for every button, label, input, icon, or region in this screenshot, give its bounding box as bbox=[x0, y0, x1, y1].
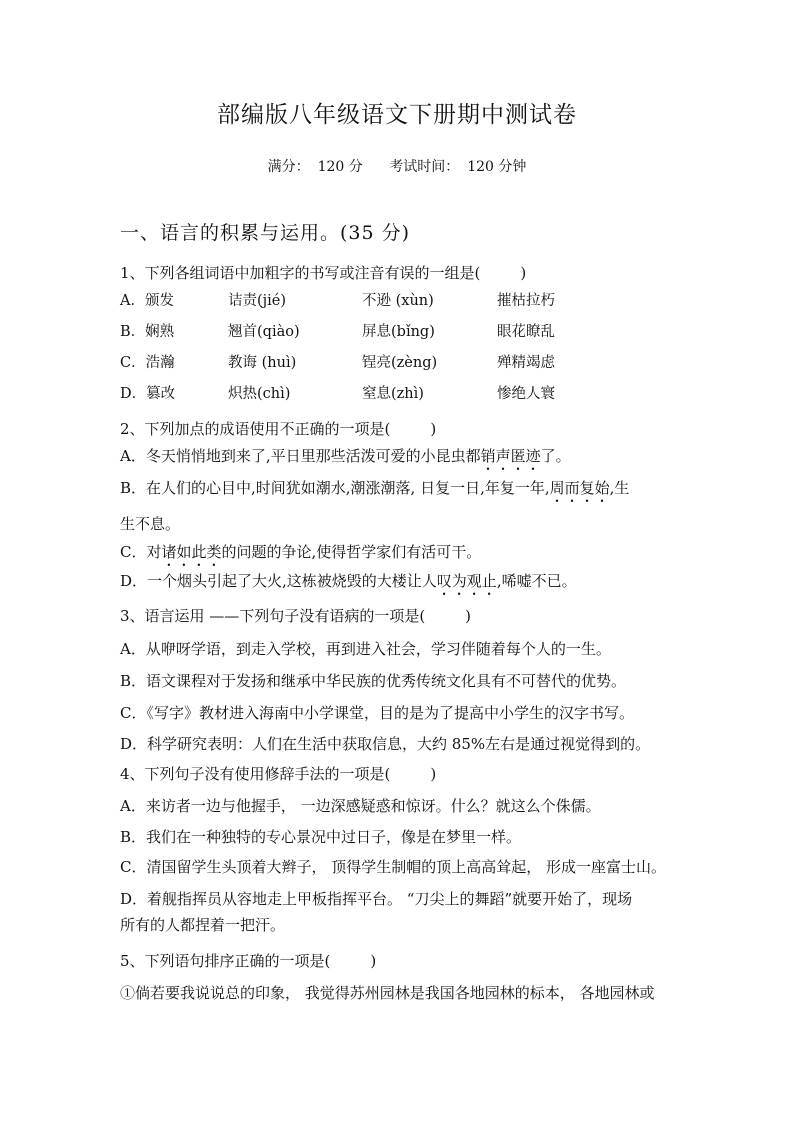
q1-row-b-word2: 翘首(qiào) bbox=[228, 324, 300, 340]
q1-row-c-word3: 锃亮(zèng) bbox=[362, 355, 438, 371]
q2-d-idiom: 叹为观止 bbox=[436, 572, 497, 590]
score-value: 120 分 bbox=[317, 159, 363, 175]
q4-option-c: C．清国留学生头顶着大辫子， 顶得学生制帽的顶上高高耸起， 形成一座富士山。 bbox=[120, 858, 667, 876]
question-1-stem: 1、下列各组词语中加粗字的书写或注音有误的一组是( ) bbox=[120, 264, 527, 282]
exam-meta bbox=[0, 156, 794, 176]
q2-option-b-continued: 生不息。 bbox=[120, 515, 181, 533]
q1-row-a-word4: 摧枯拉朽 bbox=[497, 293, 555, 309]
q1-row-a-word1: A．颁发 bbox=[120, 293, 174, 309]
q1-row-b-word1: B．娴熟 bbox=[120, 324, 175, 340]
q1-row-a-word3: 不逊 (xùn) bbox=[362, 293, 434, 309]
q1-row-d-word3: 窒息(zhì) bbox=[362, 386, 424, 402]
time-label: 考试时间： bbox=[389, 159, 460, 175]
question-2-stem: 2、下列加点的成语使用不正确的一项是( ) bbox=[120, 420, 437, 438]
q1-row-c-word1: C．浩瀚 bbox=[120, 355, 175, 371]
time-value: 120 分钟 bbox=[467, 159, 527, 175]
q2-c-idiom: 诸如此类 bbox=[161, 543, 222, 561]
q3-option-b: B．语文课程对于发扬和继承中华民族的优秀传统文化具有不可替代的优势。 bbox=[120, 672, 627, 690]
q2-option-b: B．在人们的心目中,时间犹如潮水,潮涨潮落, 日复一日,年复一年,周而复始,生 bbox=[120, 479, 630, 497]
section-heading: 一、语言的积累与运用。(35 分) bbox=[120, 222, 411, 244]
q2-option-c: C．对诸如此类的问题的争论,使得哲学家们有活可干。 bbox=[120, 543, 482, 561]
q1-row-c-word2: 教诲 (huì) bbox=[228, 355, 297, 371]
q4-option-d: D．着舰指挥员从容地走上甲板指挥平台。 “刀尖上的舞蹈”就要开始了，现场 bbox=[120, 890, 633, 908]
q4-option-d-continued: 所有的人都捏着一把汗。 bbox=[120, 916, 286, 934]
q5-sentence-1: ①倘若要我说说总的印象， 我觉得苏州园林是我国各地园林的标本， 各地园林或 bbox=[120, 984, 655, 1002]
q1-row-b-word4: 眼花瞭乱 bbox=[497, 324, 555, 340]
q3-option-c: C．《写字》教材进入海南中小学课堂，目的是为了提高中小学生的汉字书写。 bbox=[120, 704, 634, 722]
question-3-stem: 3、语言运用 ——下列句子没有语病的一项是( ) bbox=[120, 607, 472, 625]
q1-row-c-word4: 殚精竭虑 bbox=[497, 355, 555, 371]
q1-row-d-word1: D．篡改 bbox=[120, 386, 176, 402]
score-label: 满分： bbox=[267, 159, 310, 175]
q1-row-d-word2: 炽热(chì) bbox=[228, 386, 291, 402]
q3-option-a: A．从咿呀学语，到走入学校，再到进入社会，学习伴随着每个人的一生。 bbox=[120, 640, 611, 658]
q2-b-idiom: 周而复始 bbox=[549, 479, 610, 497]
question-4-stem: 4、下列句子没有使用修辞手法的一项是( ) bbox=[120, 765, 437, 783]
page-title: 部编版八年级语文下册期中测试卷 bbox=[217, 102, 577, 128]
q1-row-b-word3: 屏息(bǐng) bbox=[362, 324, 435, 340]
q4-option-a: A．来访者一边与他握手， 一边深感疑惑和惊讶。什么？就这么个侏儒。 bbox=[120, 797, 601, 815]
question-5-stem: 5、下列语句排序正确的一项是( ) bbox=[120, 952, 377, 970]
q4-option-b: B．我们在一种独特的专心景况中过日子，像是在梦里一样。 bbox=[120, 828, 522, 846]
q3-option-d: D．科学研究表明：人们在生活中获取信息，大约 85%左右是通过视觉得到的。 bbox=[120, 735, 651, 753]
q2-option-d: D．一个烟头引起了大火,这栋被烧毁的大楼让人叹为观止,唏嘘不已。 bbox=[120, 572, 577, 590]
q2-a-idiom: 销声匿迹 bbox=[480, 447, 541, 465]
q1-row-d-word4: 惨绝人寰 bbox=[497, 386, 555, 402]
q2-option-a: A．冬天悄悄地到来了,平日里那些活泼可爱的小昆虫都销声匿迹了。 bbox=[120, 447, 571, 465]
q1-row-a-word2: 诘责(jié) bbox=[228, 293, 287, 309]
